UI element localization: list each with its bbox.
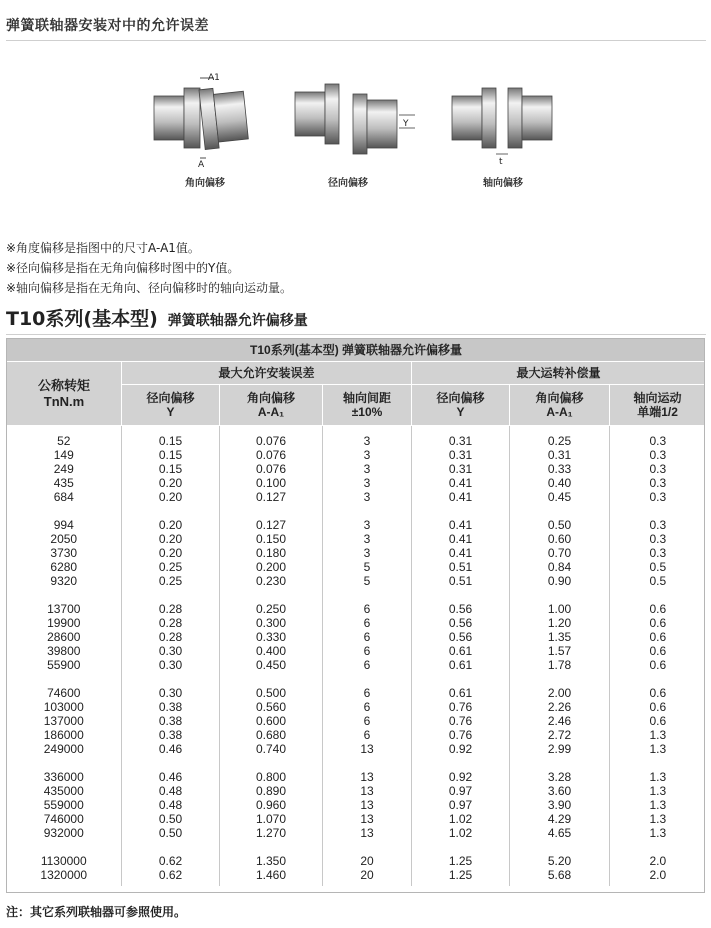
value-cell: 0.3	[610, 426, 706, 449]
value-cell: 3	[323, 448, 412, 462]
sub-header-4	[510, 385, 610, 426]
value-cell: 20	[323, 854, 412, 868]
value-cell: 0.48	[122, 784, 220, 798]
value-cell: 6	[323, 644, 412, 658]
value-cell: 0.70	[510, 546, 610, 560]
sub-header-3	[412, 385, 510, 426]
value-cell: 0.3	[610, 462, 706, 476]
group-spacer	[7, 840, 706, 854]
value-cell: 13	[323, 742, 412, 756]
value-cell: 0.076	[220, 448, 323, 462]
value-cell: 0.76	[412, 728, 510, 742]
value-cell: 0.92	[412, 742, 510, 756]
value-cell: 0.180	[220, 546, 323, 560]
value-cell: 2.00	[510, 686, 610, 700]
table-row	[7, 826, 706, 840]
value-cell: 20	[323, 868, 412, 886]
value-cell: 0.20	[122, 546, 220, 560]
group-spacer	[7, 504, 706, 518]
torque-cell: 28600	[47, 630, 81, 644]
torque-cell: 3730	[50, 546, 78, 560]
value-cell: 0.31	[510, 448, 610, 462]
torque-header-unit: TnN.m	[43, 393, 85, 409]
value-cell: 3	[323, 476, 412, 490]
torque-cell: 52	[57, 434, 71, 448]
value-cell: 1.3	[610, 770, 706, 784]
note-axial: ※轴向偏移是指在无角向、径向偏移时的轴向运动量。	[6, 281, 293, 295]
sub-header-5	[610, 385, 706, 426]
sub-header-symbol: 单端1/2	[637, 405, 678, 419]
value-cell: 0.41	[412, 546, 510, 560]
value-cell: 0.46	[122, 770, 220, 784]
value-cell: 0.30	[122, 686, 220, 700]
table-row	[7, 462, 706, 476]
table-row	[7, 728, 706, 742]
value-cell: 5.20	[510, 854, 610, 868]
value-cell: 0.3	[610, 448, 706, 462]
value-cell: 6	[323, 686, 412, 700]
value-cell: 1.350	[220, 854, 323, 868]
label-t: t	[499, 157, 503, 167]
axial-offset-caption: 轴向偏移	[483, 178, 523, 189]
value-cell: 2.99	[510, 742, 610, 756]
value-cell: 0.6	[610, 602, 706, 616]
value-cell: 0.60	[510, 532, 610, 546]
value-cell: 13	[323, 784, 412, 798]
value-cell: 3	[323, 546, 412, 560]
value-cell: 0.45	[510, 490, 610, 504]
value-cell: 0.500	[220, 686, 323, 700]
value-cell: 3.28	[510, 770, 610, 784]
table-row	[7, 798, 706, 812]
torque-cell: 435000	[43, 784, 84, 798]
section-divider	[6, 40, 706, 41]
value-cell: 1.270	[220, 826, 323, 840]
value-cell: 0.46	[122, 742, 220, 756]
torque-cell: 249000	[43, 742, 84, 756]
value-cell: 0.62	[122, 854, 220, 868]
table-row	[7, 784, 706, 798]
value-cell: 0.62	[122, 868, 220, 886]
torque-cell: 39800	[47, 644, 81, 658]
value-cell: 0.150	[220, 532, 323, 546]
value-cell: 0.31	[412, 448, 510, 462]
sub-header-label: 轴向间距	[342, 391, 391, 405]
value-cell: 0.740	[220, 742, 323, 756]
value-cell: 3	[323, 532, 412, 546]
value-cell: 0.127	[220, 490, 323, 504]
value-cell: 0.76	[412, 714, 510, 728]
value-cell: 0.90	[510, 574, 610, 588]
table-row	[7, 560, 706, 574]
value-cell: 0.30	[122, 658, 220, 672]
torque-cell: 55900	[47, 658, 81, 672]
value-cell: 1.3	[610, 742, 706, 756]
value-cell: 0.6	[610, 700, 706, 714]
running-comp-header: 最大运转补偿量	[412, 362, 706, 385]
value-cell: 1.460	[220, 868, 323, 886]
value-cell: 13	[323, 798, 412, 812]
table-row	[7, 616, 706, 630]
value-cell: 6	[323, 616, 412, 630]
value-cell: 1.070	[220, 812, 323, 826]
torque-cell: 336000	[43, 770, 84, 784]
value-cell: 0.076	[220, 426, 323, 449]
value-cell: 0.6	[610, 658, 706, 672]
value-cell: 6	[323, 658, 412, 672]
value-cell: 0.3	[610, 518, 706, 532]
table-row	[7, 630, 706, 644]
value-cell: 1.02	[412, 826, 510, 840]
torque-cell: 249	[53, 462, 74, 476]
table-row	[7, 602, 706, 616]
torque-cell: 932000	[43, 826, 84, 840]
sub-header-0	[122, 385, 220, 426]
offset-table	[6, 338, 706, 886]
value-cell: 0.25	[122, 574, 220, 588]
table-row	[7, 714, 706, 728]
value-cell: 0.50	[122, 826, 220, 840]
value-cell: 2.72	[510, 728, 610, 742]
value-cell: 1.3	[610, 826, 706, 840]
value-cell: 0.31	[412, 462, 510, 476]
value-cell: 6	[323, 714, 412, 728]
value-cell: 5	[323, 560, 412, 574]
value-cell: 0.100	[220, 476, 323, 490]
value-cell: 1.20	[510, 616, 610, 630]
angular-offset-figure	[150, 70, 260, 170]
table-row	[7, 518, 706, 532]
label-a: A	[198, 160, 205, 170]
value-cell: 3	[323, 518, 412, 532]
table-row	[7, 770, 706, 784]
table-row	[7, 854, 706, 868]
torque-cell: 103000	[43, 700, 84, 714]
value-cell: 3	[323, 490, 412, 504]
sub-header-1	[220, 385, 323, 426]
axial-offset-figure	[450, 70, 560, 170]
table-row	[7, 426, 706, 449]
value-cell: 0.28	[122, 616, 220, 630]
value-cell: 4.65	[510, 826, 610, 840]
value-cell: 6	[323, 728, 412, 742]
value-cell: 2.0	[610, 868, 706, 886]
footnote: 注：其它系列联轴器可参照使用。	[6, 905, 187, 919]
table-section-divider	[6, 334, 706, 335]
group-spacer	[7, 756, 706, 770]
value-cell: 1.3	[610, 798, 706, 812]
table-row	[7, 812, 706, 826]
table-row	[7, 448, 706, 462]
sub-header-symbol: A-A₁	[546, 405, 573, 419]
value-cell: 0.92	[412, 770, 510, 784]
label-a1: A1	[208, 73, 220, 83]
value-cell: 0.200	[220, 560, 323, 574]
sub-header-label: 径向偏移	[436, 391, 485, 405]
value-cell: 0.38	[122, 714, 220, 728]
torque-cell: 746000	[43, 812, 84, 826]
sub-header-2	[323, 385, 412, 426]
value-cell: 0.56	[412, 630, 510, 644]
value-cell: 1.3	[610, 784, 706, 798]
value-cell: 0.76	[412, 700, 510, 714]
value-cell: 0.48	[122, 798, 220, 812]
torque-cell: 186000	[43, 728, 84, 742]
value-cell: 0.33	[510, 462, 610, 476]
torque-cell: 1130000	[40, 854, 87, 868]
table-row	[7, 476, 706, 490]
table-row	[7, 742, 706, 756]
table-row	[7, 490, 706, 504]
torque-cell: 559000	[43, 798, 84, 812]
value-cell: 0.230	[220, 574, 323, 588]
value-cell: 1.78	[510, 658, 610, 672]
value-cell: 0.50	[510, 518, 610, 532]
value-cell: 6	[323, 602, 412, 616]
radial-offset-caption: 径向偏移	[328, 178, 368, 189]
value-cell: 1.00	[510, 602, 610, 616]
value-cell: 0.97	[412, 784, 510, 798]
value-cell: 13	[323, 812, 412, 826]
value-cell: 2.26	[510, 700, 610, 714]
note-angular: ※角度偏移是指图中的尺寸A-A1值。	[6, 241, 200, 255]
value-cell: 0.25	[122, 560, 220, 574]
value-cell: 5	[323, 574, 412, 588]
value-cell: 0.61	[412, 644, 510, 658]
torque-cell: 149	[53, 448, 74, 462]
value-cell: 0.25	[510, 426, 610, 449]
section-title: 弹簧联轴器安装对中的允许误差	[6, 18, 209, 34]
value-cell: 1.25	[412, 854, 510, 868]
value-cell: 13	[323, 770, 412, 784]
sub-header-label: 角向偏移	[246, 391, 295, 405]
torque-cell: 6280	[50, 560, 78, 574]
table-section-title	[6, 304, 308, 331]
table-row	[7, 686, 706, 700]
value-cell: 0.450	[220, 658, 323, 672]
torque-cell: 1320000	[40, 868, 88, 882]
torque-cell: 684	[53, 490, 74, 504]
value-cell: 0.61	[412, 686, 510, 700]
table-row	[7, 658, 706, 672]
value-cell: 1.3	[610, 812, 706, 826]
value-cell: 2.0	[610, 854, 706, 868]
value-cell: 0.3	[610, 532, 706, 546]
table-title: T10系列(基本型) 弹簧联轴器允许偏移量	[7, 339, 706, 362]
torque-cell: 74600	[47, 686, 81, 700]
value-cell: 0.15	[122, 426, 220, 449]
value-cell: 0.41	[412, 518, 510, 532]
value-cell: 0.38	[122, 700, 220, 714]
table-row	[7, 546, 706, 560]
series-subtitle: 弹簧联轴器允许偏移量	[167, 313, 308, 329]
value-cell: 13	[323, 826, 412, 840]
value-cell: 0.97	[412, 798, 510, 812]
torque-header	[7, 362, 122, 426]
value-cell: 0.51	[412, 574, 510, 588]
group-spacer	[7, 588, 706, 602]
value-cell: 3	[323, 462, 412, 476]
torque-cell: 994	[53, 518, 74, 532]
torque-cell: 19900	[47, 616, 81, 630]
value-cell: 0.076	[220, 462, 323, 476]
value-cell: 0.40	[510, 476, 610, 490]
torque-cell: 435	[53, 476, 74, 490]
value-cell: 0.15	[122, 462, 220, 476]
value-cell: 1.02	[412, 812, 510, 826]
value-cell: 0.300	[220, 616, 323, 630]
torque-cell: 9320	[50, 574, 78, 588]
value-cell: 3	[323, 426, 412, 449]
value-cell: 0.20	[122, 518, 220, 532]
value-cell: 0.20	[122, 476, 220, 490]
torque-cell: 13700	[47, 602, 81, 616]
value-cell: 0.15	[122, 448, 220, 462]
torque-cell: 137000	[43, 714, 84, 728]
value-cell: 0.890	[220, 784, 323, 798]
value-cell: 0.84	[510, 560, 610, 574]
radial-offset-figure	[293, 70, 423, 170]
torque-header-label: 公称转矩	[37, 377, 90, 393]
value-cell: 0.31	[412, 426, 510, 449]
torque-cell: 2050	[50, 532, 78, 546]
note-radial: ※径向偏移是指在无角向偏移时图中的Y值。	[6, 261, 240, 275]
value-cell: 0.30	[122, 644, 220, 658]
sub-header-label: 角向偏移	[535, 391, 584, 405]
value-cell: 0.800	[220, 770, 323, 784]
value-cell: 0.560	[220, 700, 323, 714]
value-cell: 0.61	[412, 658, 510, 672]
table-row	[7, 644, 706, 658]
value-cell: 0.3	[610, 546, 706, 560]
value-cell: 1.3	[610, 728, 706, 742]
install-error-header: 最大允许安装误差	[122, 362, 412, 385]
label-y: Y	[403, 119, 409, 129]
value-cell: 0.3	[610, 490, 706, 504]
sub-header-symbol: A-A₁	[257, 405, 285, 419]
value-cell: 0.600	[220, 714, 323, 728]
table-row	[7, 532, 706, 546]
value-cell: 0.127	[220, 518, 323, 532]
value-cell: 4.29	[510, 812, 610, 826]
value-cell: 0.960	[220, 798, 323, 812]
value-cell: 0.400	[220, 644, 323, 658]
value-cell: 0.56	[412, 602, 510, 616]
group-spacer	[7, 672, 706, 686]
notes	[6, 238, 292, 298]
value-cell: 0.41	[412, 490, 510, 504]
value-cell: 6	[323, 700, 412, 714]
sub-header-symbol: ±10%	[351, 405, 383, 419]
value-cell: 0.6	[610, 644, 706, 658]
value-cell: 5.68	[510, 868, 610, 886]
value-cell: 0.5	[610, 574, 706, 588]
value-cell: 0.6	[610, 616, 706, 630]
table-row	[7, 868, 706, 886]
value-cell: 1.35	[510, 630, 610, 644]
sub-header-label: 轴向运动	[633, 391, 682, 405]
value-cell: 0.680	[220, 728, 323, 742]
value-cell: 3.90	[510, 798, 610, 812]
value-cell: 0.6	[610, 686, 706, 700]
sub-header-symbol: Y	[166, 405, 175, 419]
value-cell: 0.6	[610, 630, 706, 644]
sub-header-symbol: Y	[456, 405, 465, 419]
table-row	[7, 700, 706, 714]
value-cell: 1.57	[510, 644, 610, 658]
value-cell: 0.330	[220, 630, 323, 644]
value-cell: 1.25	[412, 868, 510, 886]
table-row	[7, 574, 706, 588]
value-cell: 0.20	[122, 490, 220, 504]
angular-offset-caption: 角向偏移	[185, 178, 225, 189]
value-cell: 2.46	[510, 714, 610, 728]
value-cell: 0.28	[122, 602, 220, 616]
value-cell: 0.38	[122, 728, 220, 742]
value-cell: 0.3	[610, 476, 706, 490]
value-cell: 0.41	[412, 532, 510, 546]
value-cell: 0.41	[412, 476, 510, 490]
value-cell: 0.250	[220, 602, 323, 616]
value-cell: 0.50	[122, 812, 220, 826]
value-cell: 0.6	[610, 714, 706, 728]
value-cell: 0.28	[122, 630, 220, 644]
value-cell: 0.5	[610, 560, 706, 574]
value-cell: 0.51	[412, 560, 510, 574]
value-cell: 3.60	[510, 784, 610, 798]
series-name: T10系列(基本型)	[6, 308, 158, 330]
value-cell: 0.20	[122, 532, 220, 546]
value-cell: 0.56	[412, 616, 510, 630]
sub-header-label: 径向偏移	[146, 391, 195, 405]
value-cell: 6	[323, 630, 412, 644]
